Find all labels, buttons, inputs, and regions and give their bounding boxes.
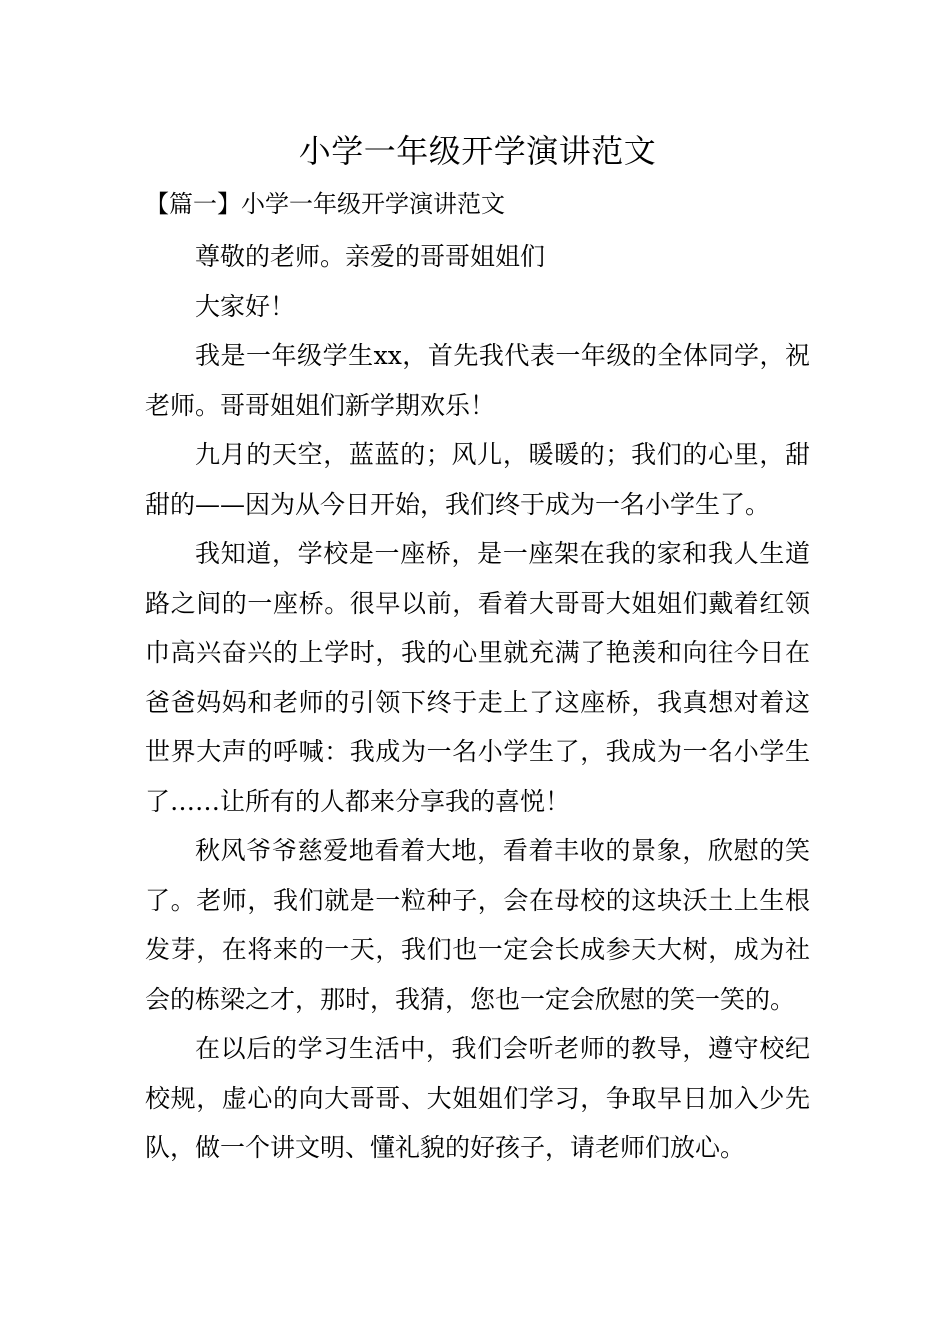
paragraph-future-study: 在以后的学习生活中，我们会听老师的教导，遵守校纪校规，虚心的向大哥哥、大姐姐们学习，争取早日加入少先队，做一个讲文明、懂礼貌的好孩子，请老师们放心。 bbox=[145, 1034, 810, 1162]
paragraph-autumn-wind: 秋风爷爷慈爱地看着大地，看着丰收的景象，欣慰的笑了。老师，我们就是一粒种子，会在母校的这块沃土上生根发芽，在将来的一天，我们也一定会长成参天大树，成为社会的栋梁之才，那时，我猜，您也一定会欣慰的笑一笑的。 bbox=[145, 836, 810, 1014]
paragraph-introduction: 我是一年级学生xx，首先我代表一年级的全体同学，祝老师。哥哥姐姐们新学期欢乐！ bbox=[145, 341, 810, 420]
paragraph-salutation: 尊敬的老师。亲爱的哥哥姐姐们 bbox=[195, 242, 546, 271]
paragraph-greeting: 大家好！ bbox=[195, 291, 296, 321]
document-title: 小学一年级开学演讲范文 bbox=[298, 132, 657, 170]
document-page bbox=[145, 128, 810, 1173]
paragraph-school-bridge: 我知道，学校是一座桥，是一座架在我的家和我人生道路之间的一座桥。很早以前，看着大哥哥大姐姐们戴着红领巾高兴奋兴的上学时，我的心里就充满了艳羡和向往今日在爸爸妈妈和老师的引领下终于走上了这座桥，我真想对着这世界大声的呼喊：我成为一名小学生了，我成为一名小学生了……让所有的人都来分享我的喜悦！ bbox=[145, 539, 810, 816]
paragraph-september: 九月的天空，蓝蓝的；风儿，暖暖的；我们的心里，甜甜的——因为从今日开始，我们终于成为一名小学生了。 bbox=[145, 440, 810, 519]
section-heading: 【篇一】小学一年级开学演讲范文 bbox=[145, 190, 505, 218]
